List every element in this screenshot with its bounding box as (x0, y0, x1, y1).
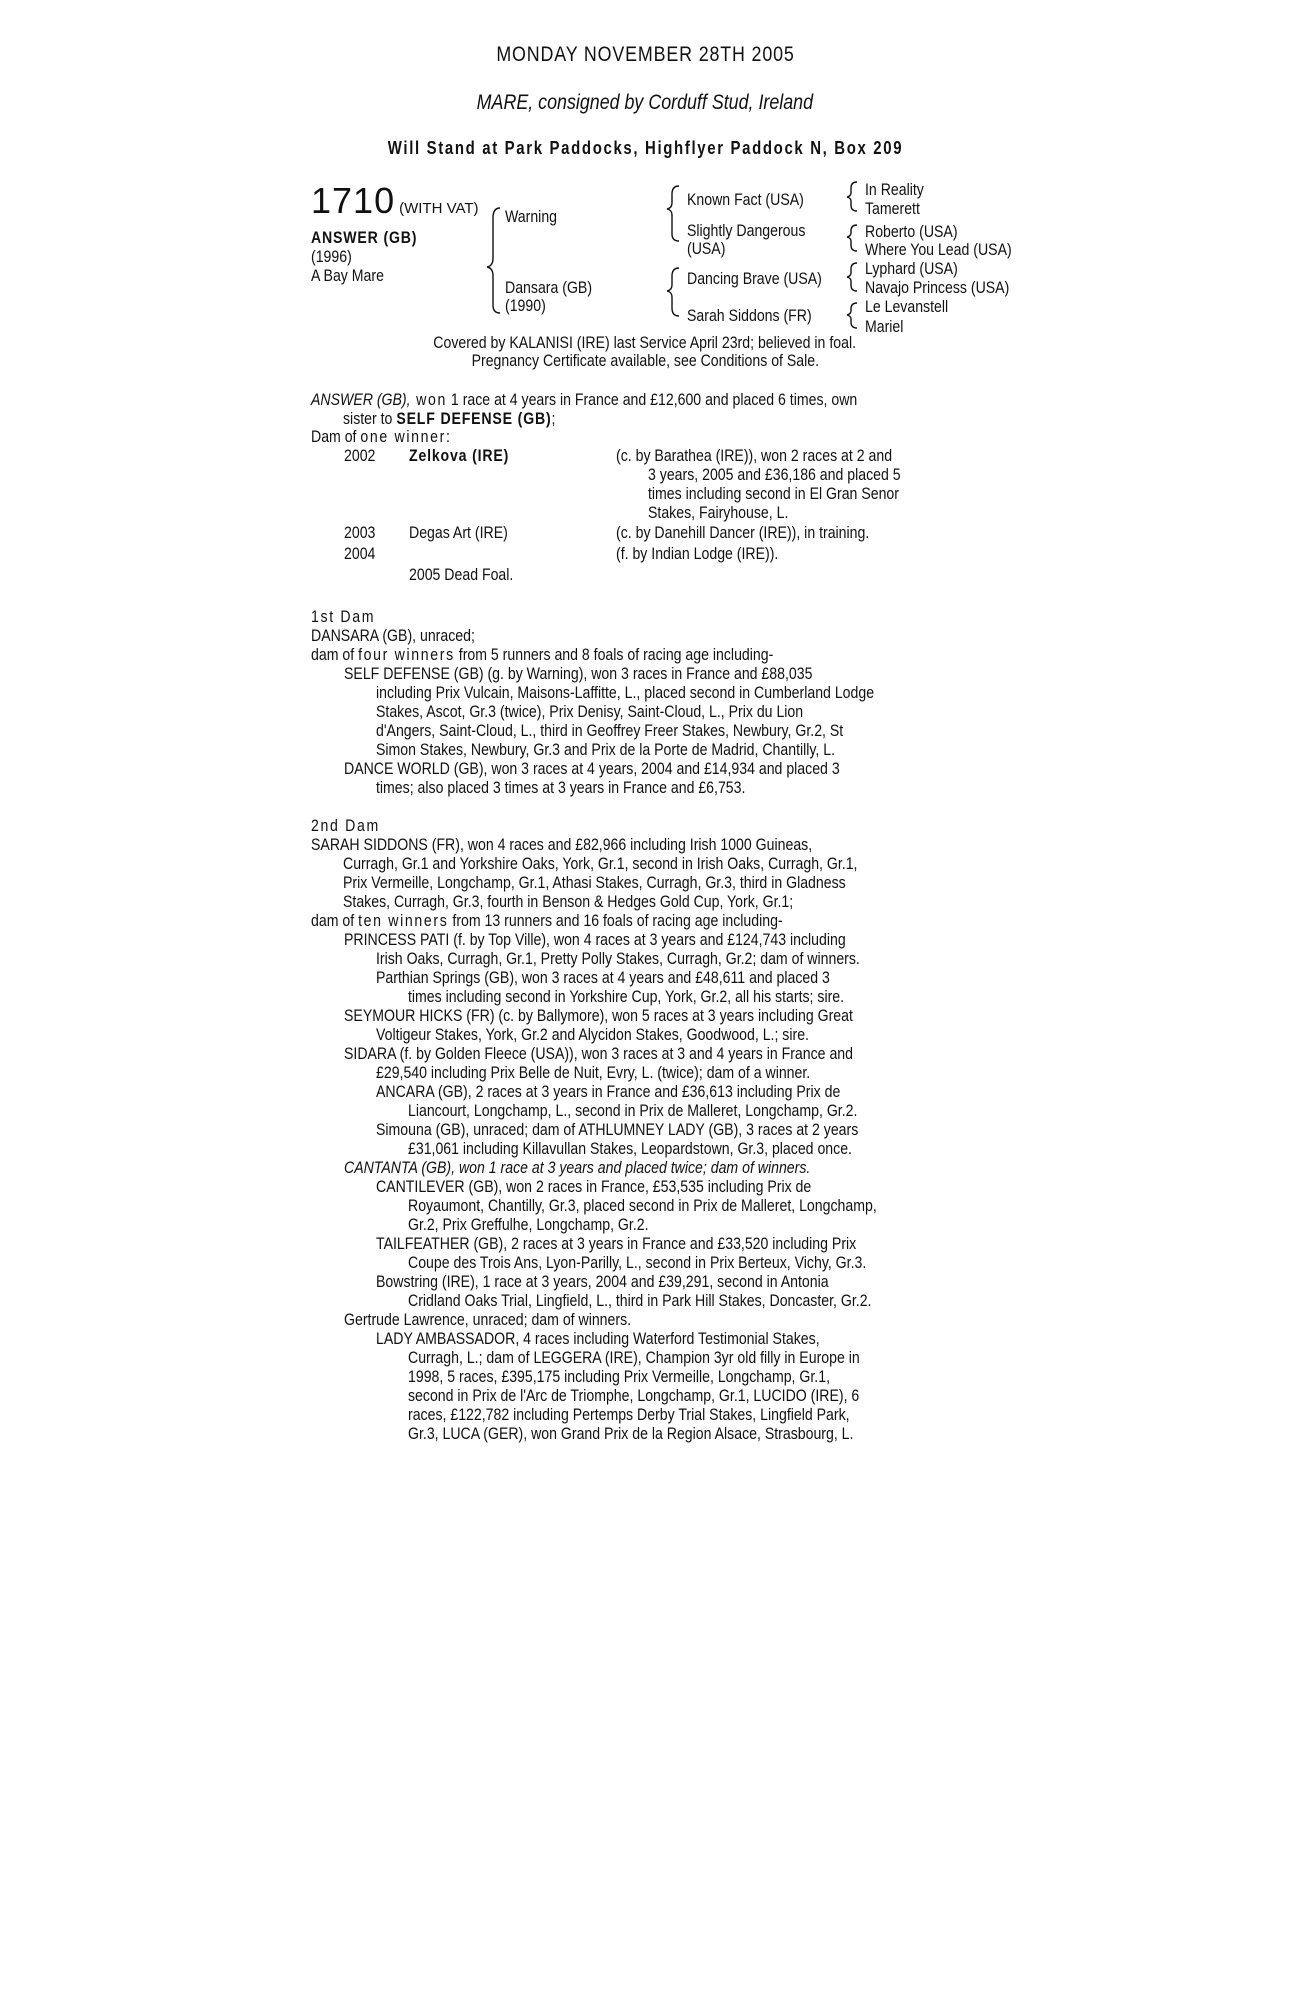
pedigree-brackets (0, 0, 1290, 340)
mare-summary-line2: sister to SELF DEFENSE (GB); (343, 409, 556, 428)
produce-name: Zelkova (IRE) (409, 446, 510, 465)
stand-location: Will Stand at Park Paddocks, Highflyer Paddock N, Box 209 (387, 138, 903, 158)
produce-detail: 3 years, 2005 and £36,186 and placed 5 (648, 465, 901, 484)
horse-year: (1996) (311, 247, 352, 266)
produce-name: Degas Art (IRE) (409, 523, 508, 542)
pedigree-dam-dam: Sarah Siddons (FR) (687, 306, 812, 325)
tailfeather-line: TAILFEATHER (GB), 2 races at 3 years in France and £33,520 including Prix (376, 1234, 857, 1253)
sale-date: MONDAY NOVEMBER 28TH 2005 (495, 43, 795, 66)
pedigree-dam-sire: Dancing Brave (USA) (687, 269, 822, 288)
first-dam-name: DANSARA (GB), unraced; (311, 626, 475, 645)
covered-line: Covered by KALANISI (IRE) last Service April 23rd; believed in foal. (433, 333, 857, 352)
second-dam-heading: 2nd Dam (311, 816, 380, 835)
lady-ambassador-line: Curragh, L.; dam of LEGGERA (IRE), Champion 3yr old filly in Europe in (408, 1348, 860, 1367)
produce-detail: Stakes, Fairyhouse, L. (648, 503, 789, 522)
sarah-siddons-line: Curragh, Gr.1 and Yorkshire Oaks, York, Gr.1, second in Irish Oaks, Curragh, Gr.1, (343, 854, 858, 873)
lady-ambassador-line: 1998, 5 races, £395,175 including Prix Vermeille, Longchamp, Gr.1, (408, 1367, 830, 1386)
produce-detail: times including second in El Gran Senor (648, 484, 899, 503)
pedigree-sire-sire: Known Fact (USA) (687, 190, 804, 209)
ancara-line: Liancourt, Longchamp, L., second in Prix de Malleret, Longchamp, Gr.2. (408, 1101, 858, 1120)
pedigree-g5: Lyphard (USA) (865, 259, 958, 278)
cantilever-line: CANTILEVER (GB), won 2 races in France, £53,535 including Prix de (376, 1177, 812, 1196)
second-dam-record: dam of ten winners from 13 runners and 16 foals of racing age including- (311, 911, 783, 930)
princess-pati-line: Irish Oaks, Curragh, Gr.1, Pretty Polly Stakes, Curragh, Gr.2; dam of winners. (376, 949, 860, 968)
produce-detail: (f. by Indian Lodge (IRE)). (616, 544, 779, 563)
horse-name: ANSWER (GB) (311, 228, 418, 247)
produce-year: 2003 (344, 523, 376, 542)
bowstring-line: Bowstring (IRE), 1 race at 3 years, 2004 and £39,291, second in Antonia (376, 1272, 829, 1291)
bracket-g3 (847, 263, 857, 291)
first-dam-record: dam of four winners from 5 runners and 8 foals of racing age including- (311, 645, 774, 664)
cantilever-line: Royaumont, Chantilly, Gr.3, placed second in Prix de Malleret, Longchamp, (408, 1196, 877, 1215)
self-defense-line: Stakes, Ascot, Gr.3 (twice), Prix Denisy, Saint-Cloud, L., Prix du Lion (376, 702, 804, 721)
pedigree-g8: Mariel (865, 317, 904, 336)
pedigree-g1: In Reality (865, 180, 924, 199)
pedigree-dam-year: (1990) (505, 296, 546, 315)
sidara-line: SIDARA (f. by Golden Fleece (USA)), won 3 races at 3 and 4 years in France and (344, 1044, 853, 1063)
lady-ambassador-line: LADY AMBASSADOR, 4 races including Waterford Testimonial Stakes, (376, 1329, 820, 1348)
lady-ambassador-line: Gr.3, LUCA (GER), won Grand Prix de la Region Alsace, Strasbourg, L. (408, 1424, 854, 1443)
gertrude-lawrence-line: Gertrude Lawrence, unraced; dam of winners. (344, 1310, 632, 1329)
sidara-line: £29,540 including Prix Belle de Nuit, Evry, L. (twice); dam of a winner. (376, 1063, 811, 1082)
seymour-hicks-line: Voltigeur Stakes, York, Gr.2 and Alycidon Stakes, Goodwood, L.; sire. (376, 1025, 809, 1044)
bracket-main (487, 208, 500, 313)
bracket-g1 (847, 182, 857, 211)
bowstring-line: Cridland Oaks Trial, Lingfield, L., third in Park Hill Stakes, Doncaster, Gr.2. (408, 1291, 872, 1310)
produce-detail: (c. by Danehill Dancer (IRE)), in training. (616, 523, 870, 542)
consignor-line: MARE, consigned by Corduff Stud, Ireland (476, 91, 814, 114)
sarah-siddons-line: SARAH SIDDONS (FR), won 4 races and £82,966 including Irish 1000 Guineas, (311, 835, 813, 854)
pedigree-sire-dam-line2: (USA) (687, 239, 726, 258)
tailfeather-line: Coupe des Trois Ans, Lyon-Parilly, L., second in Prix Berteux, Vichy, Gr.3. (408, 1253, 867, 1272)
bracket-dam (667, 268, 679, 316)
vat-note: (WITH VAT) (399, 200, 479, 217)
self-defense-line: including Prix Vulcain, Maisons-Laffitte, L., placed second in Cumberland Lodge (376, 683, 875, 702)
cantilever-line: Gr.2, Prix Greffulhe, Longchamp, Gr.2. (408, 1215, 649, 1234)
ancara-line: ANCARA (GB), 2 races at 3 years in France and £36,613 including Prix de (376, 1082, 841, 1101)
sarah-siddons-line: Prix Vermeille, Longchamp, Gr.1, Athasi Stakes, Curragh, Gr.3, third in Gladness (343, 873, 846, 892)
lady-ambassador-line: second in Prix de l'Arc de Triomphe, Longchamp, Gr.1, LUCIDO (IRE), 6 (408, 1386, 860, 1405)
parthian-springs-line: Parthian Springs (GB), won 3 races at 4 years and £48,611 and placed 3 (376, 968, 830, 987)
lady-ambassador-line: races, £122,782 including Pertemps Derby Trial Stakes, Lingfield Park, (408, 1405, 850, 1424)
sarah-siddons-line: Stakes, Curragh, Gr.3, fourth in Benson & Hedges Gold Cup, York, Gr.1; (343, 892, 794, 911)
mare-summary-line1: ANSWER (GB), won 1 race at 4 years in France and £12,600 and placed 6 times, own (311, 390, 858, 409)
pedigree-sire: Warning (505, 207, 558, 226)
cantanta-line: CANTANTA (GB), won 1 race at 3 years and placed twice; dam of winners. (344, 1158, 811, 1177)
self-defense-line: SELF DEFENSE (GB) (g. by Warning), won 3 races in France and £88,035 (344, 664, 813, 683)
pedigree-g3: Roberto (USA) (865, 222, 958, 241)
bracket-g2 (847, 225, 857, 251)
bracket-g4 (847, 303, 857, 328)
first-dam-heading: 1st Dam (311, 607, 376, 626)
pregnancy-certificate-line: Pregnancy Certificate available, see Conditions of Sale. (471, 351, 819, 370)
simouna-line: Simouna (GB), unraced; dam of ATHLUMNEY LADY (GB), 3 races at 2 years (376, 1120, 859, 1139)
self-defense-line: Simon Stakes, Newbury, Gr.3 and Prix de la Porte de Madrid, Chantilly, L. (376, 740, 836, 759)
simouna-line: £31,061 including Killavullan Stakes, Leopardstown, Gr.3, placed once. (408, 1139, 852, 1158)
parthian-springs-line: times including second in Yorkshire Cup, York, Gr.2, all his starts; sire. (408, 987, 845, 1006)
horse-description: A Bay Mare (311, 266, 384, 285)
pedigree-g4: Where You Lead (USA) (865, 240, 1012, 259)
pedigree-sire-dam-line1: Slightly Dangerous (687, 221, 806, 240)
produce-detail: (c. by Barathea (IRE)), won 2 races at 2 and (616, 446, 893, 465)
seymour-hicks-line: SEYMOUR HICKS (FR) (c. by Ballymore), won 5 races at 3 years including Great (344, 1006, 853, 1025)
dam-of-line: Dam of one winner: (311, 427, 450, 446)
dance-world-line: times; also placed 3 times at 3 years in France and £6,753. (376, 778, 746, 797)
self-defense-line: d'Angers, Saint-Cloud, L., third in Geoffrey Freer Stakes, Newbury, Gr.2, St (376, 721, 844, 740)
pedigree-g6: Navajo Princess (USA) (865, 278, 1010, 297)
pedigree-g7: Le Levanstell (865, 297, 949, 316)
dead-foal-note: 2005 Dead Foal. (409, 565, 514, 584)
lot-number-value: 1710 (311, 180, 396, 221)
dance-world-line: DANCE WORLD (GB), won 3 races at 4 years, 2004 and £14,934 and placed 3 (344, 759, 840, 778)
produce-year: 2004 (344, 544, 376, 563)
princess-pati-line: PRINCESS PATI (f. by Top Ville), won 4 races at 3 years and £124,743 including (344, 930, 846, 949)
pedigree-g2: Tamerett (865, 199, 920, 218)
bracket-sire (667, 186, 679, 241)
pedigree-dam: Dansara (GB) (505, 278, 593, 297)
produce-year: 2002 (344, 446, 376, 465)
